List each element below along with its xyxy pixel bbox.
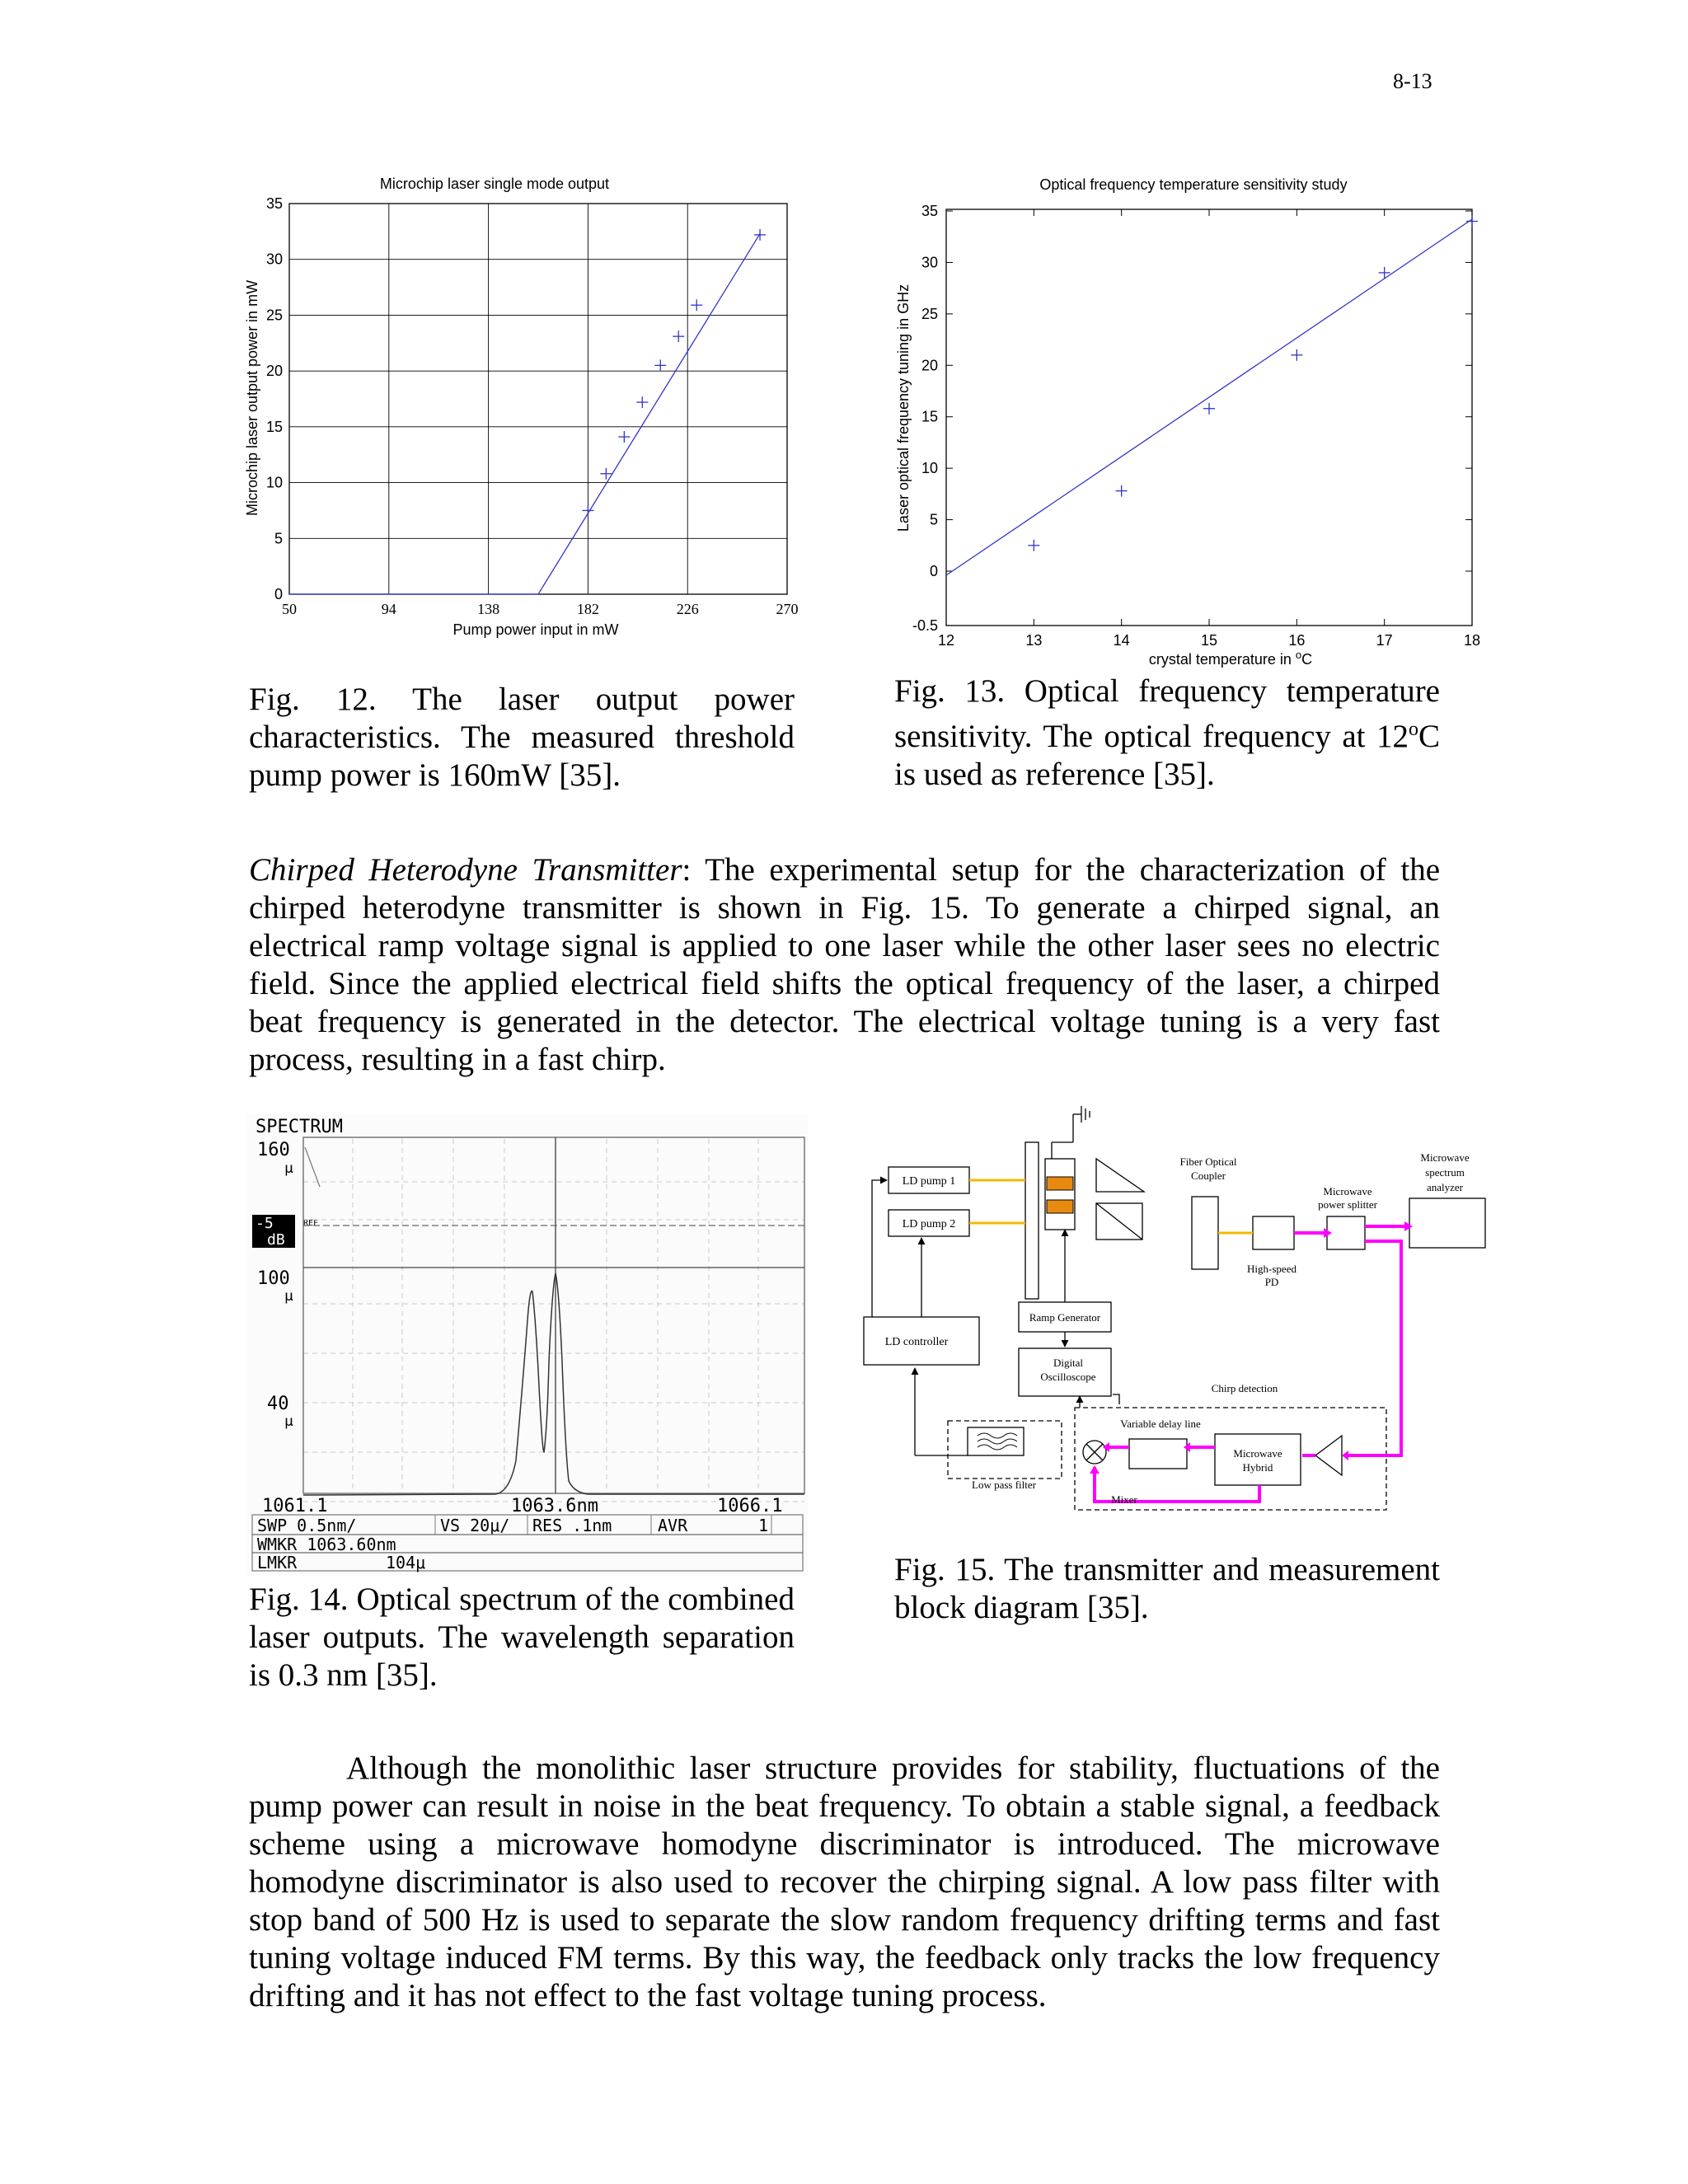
svg-text:Variable delay line: Variable delay line (1120, 1418, 1201, 1430)
svg-text:WMKR 1063.60nm: WMKR 1063.60nm (257, 1535, 396, 1554)
fig12-ylabel: Microchip laser output power in mW (244, 279, 260, 517)
fig15-block-diagram (857, 1106, 1492, 1518)
svg-text:40: 40 (267, 1394, 289, 1414)
svg-text:RES .1nm: RES .1nm (532, 1516, 612, 1535)
ramp-generator-label: Ramp Generator (1029, 1311, 1101, 1324)
fig12-ytick-label: 0 (274, 586, 283, 602)
ld-pump2-label: LD pump 2 (902, 1218, 956, 1230)
svg-text:100: 100 (257, 1268, 290, 1289)
fig12-caption: Fig. 12. The laser output power characteristics. The measured threshold pump power is 160mW [35]. (249, 682, 795, 793)
fig13-data-point (1466, 215, 1478, 227)
fig13-ytick-label: 10 (921, 460, 938, 477)
ld-controller-label: LD controller (884, 1336, 949, 1348)
fig13-ytick-label: 15 (921, 408, 938, 425)
paragraph-chirped-transmitter: Chirped Heterodyne Transmitter: The experimental setup for the characterization of the chirped heterodyne transmitter is shown in Fig. 15. To generate a chirped signal, an electrical ramp voltage signal is applied to one laser while the other laser sees no electric field. Since the applied electrical field shifts the optical frequency of the laser, a chirped beat frequency is generated in the detector. The electrical voltage tuning is a very fast process, resulting in a fast chirp. (249, 852, 1440, 1077)
svg-text:dB: dB (267, 1231, 285, 1249)
prism-icon (1096, 1159, 1144, 1192)
paragraph-feedback-scheme: Although the monolithic laser structure provides for stability, fluctuations of the pump power can result in noise in the beat frequency. To obtain a stable signal, a feedback scheme using a microwave homodyne discriminator is introduced. The microwave homodyne discriminator is also used to recover the chirping signal. A low pass filter with stop band of 500 Hz is used to separate the slow random frequency drifting terms and fast tuning voltage induced FM terms. By this way, the feedback only tracks the low frequency drifting and it has not effect to the fast voltage tuning process. (249, 1750, 1440, 2013)
fig12-ytick-label: 35 (265, 195, 283, 212)
svg-text:1: 1 (758, 1516, 769, 1535)
fig12-ytick-label: 20 (265, 363, 283, 380)
fig12-ytick-label: 5 (274, 530, 283, 547)
svg-text:REF: REF (303, 1219, 319, 1228)
svg-text:μ: μ (284, 1287, 293, 1305)
fig12-xtick-label: 138 (477, 601, 500, 617)
laser-crystal-block (1045, 1159, 1075, 1230)
fig12-title: Microchip laser single mode output (379, 176, 610, 192)
svg-text:Digital: Digital (1053, 1357, 1084, 1369)
fig12-fit-line (289, 234, 760, 594)
fig15-caption: Fig. 15. The transmitter and measurement block diagram [35]. (894, 1552, 1440, 1625)
fig12-data-point (754, 229, 766, 241)
fig12-ytick-label: 30 (265, 251, 283, 268)
svg-text:μ: μ (284, 1413, 293, 1430)
fig13-chart (890, 169, 1492, 672)
fig13-xtick-label: 13 (1025, 632, 1043, 649)
fig13-xtick-label: 15 (1200, 632, 1218, 649)
svg-text:High-speed: High-speed (1247, 1263, 1296, 1275)
fig12-xtick-label: 270 (776, 601, 799, 617)
fig13-xtick-label: 18 (1463, 632, 1481, 649)
fig13-xtick-label: 17 (1376, 632, 1393, 649)
fig12-data-point (673, 330, 684, 342)
fig14-spectrum-screen (247, 1114, 808, 1576)
spectrum-analyzer-box (1409, 1198, 1485, 1248)
fig13-xtick-label: 12 (937, 632, 955, 649)
fiber-coupler-box (1192, 1197, 1218, 1269)
fig12-xtick-label: 226 (676, 601, 699, 617)
fig14-caption: Fig. 14. Optical spectrum of the combined laser outputs. The wavelength separation is 0.3 nm [35]. (249, 1582, 795, 1693)
svg-text:Microwave: Microwave (1233, 1447, 1282, 1460)
filter-symbol-icon (978, 1433, 1017, 1450)
fig13-data-point (1116, 485, 1128, 497)
svg-text:Microwave: Microwave (1323, 1185, 1372, 1197)
page-number: 8-13 (1393, 69, 1432, 93)
fig13-data-point (1379, 267, 1390, 279)
fig12-xtick-label: 94 (381, 601, 396, 617)
laser-mount (1025, 1142, 1039, 1299)
svg-text:SWP 0.5nm/: SWP 0.5nm/ (257, 1516, 357, 1535)
fig13-xlabel: crystal temperature in $^o$C (1148, 649, 1313, 668)
fig12-ytick-label: 25 (265, 307, 283, 324)
svg-text:Chirp detection: Chirp detection (1211, 1382, 1278, 1394)
power-splitter-box (1327, 1216, 1365, 1249)
fig12-xtick-label: 182 (576, 601, 599, 617)
svg-text:Fiber Optical: Fiber Optical (1179, 1155, 1237, 1168)
svg-text:AVR: AVR (658, 1516, 688, 1535)
fig13-data-point (1028, 540, 1039, 551)
fig13-xtick-label: 14 (1113, 632, 1130, 649)
svg-text:1066.1: 1066.1 (717, 1496, 783, 1516)
fig13-xtick-label: 16 (1288, 632, 1306, 649)
fig13-fit-line (946, 219, 1472, 575)
screen-title: SPECTRUM (256, 1117, 343, 1137)
paragraph-lead: Chirped Heterodyne Transmitter (249, 852, 682, 888)
fig12-tick-labels (266, 195, 799, 617)
fig12-plot-frame (289, 204, 787, 594)
fig12-ytick-label: 10 (265, 474, 283, 491)
microwave-hybrid-box (1215, 1434, 1301, 1485)
fig12-chart (239, 169, 824, 647)
fig12-ytick-label: 15 (265, 418, 283, 435)
fig13-caption: Fig. 13. Optical frequency temperature sensitivity. The optical frequency at 12$^o$C is used as reference [35]. (894, 673, 1440, 792)
fig13-ticks (912, 203, 1480, 649)
fig12-data-point (636, 396, 648, 408)
ld-pump1-label: LD pump 1 (902, 1175, 956, 1188)
svg-text:spectrum: spectrum (1425, 1166, 1465, 1179)
fig13-title: Optical frequency temperature sensitivity study (1039, 176, 1348, 193)
fig13-ytick-label: 35 (921, 203, 938, 219)
svg-text:LMKR: LMKR (257, 1553, 298, 1572)
svg-text:Hybrid: Hybrid (1242, 1461, 1273, 1474)
low-pass-filter-box (968, 1427, 1024, 1455)
fig12-xlabel: Pump power input in mW (452, 621, 619, 638)
fig13-data-point (1203, 403, 1215, 415)
svg-text:104μ: 104μ (386, 1553, 426, 1572)
fig12-data-point (691, 299, 702, 311)
fig12-data-point (654, 359, 666, 371)
low-pass-filter-region (948, 1421, 1062, 1479)
fig12-data-point (618, 431, 630, 443)
svg-text:VS 20μ/: VS 20μ/ (440, 1516, 510, 1535)
svg-text:μ: μ (284, 1160, 293, 1177)
fig12-series (289, 229, 766, 594)
fig13-plot-frame (946, 209, 1472, 626)
oscilloscope-label: Oscilloscope (1040, 1371, 1096, 1383)
svg-text:Coupler: Coupler (1191, 1169, 1226, 1182)
fig13-ytick-label: 30 (921, 254, 938, 271)
fig13-ytick-label: 20 (921, 357, 938, 374)
fig12-xtick-label: 50 (282, 601, 297, 617)
fig13-ytick-label: 5 (929, 511, 938, 528)
fig13-ytick-label-min: -0.5 (912, 617, 938, 634)
svg-text:1061.1: 1061.1 (262, 1496, 328, 1516)
amplifier-icon (1315, 1436, 1342, 1475)
svg-text:160: 160 (257, 1140, 290, 1160)
svg-text:-5: -5 (256, 1215, 274, 1232)
fig13-ytick-label: 0 (929, 563, 938, 579)
fig12-grid (289, 204, 787, 594)
crystal-2 (1047, 1200, 1073, 1213)
fig13-ylabel: Laser optical frequency tuning in GHz (895, 284, 912, 532)
photodetector-box (1253, 1216, 1294, 1249)
fig13-ytick-label: 25 (921, 305, 938, 322)
svg-text:PD: PD (1264, 1276, 1279, 1288)
fig13-data-point (1291, 349, 1302, 361)
svg-text:1063.6nm: 1063.6nm (511, 1496, 598, 1516)
svg-text:power splitter: power splitter (1318, 1198, 1377, 1211)
svg-text:Low pass filter: Low pass filter (972, 1479, 1036, 1491)
svg-text:Mixer: Mixer (1111, 1493, 1137, 1506)
svg-text:analyzer: analyzer (1426, 1181, 1464, 1193)
delay-line-box (1129, 1439, 1187, 1469)
crystal-1 (1047, 1177, 1073, 1190)
fig13-series (946, 215, 1478, 575)
svg-text:Microwave: Microwave (1420, 1151, 1470, 1164)
